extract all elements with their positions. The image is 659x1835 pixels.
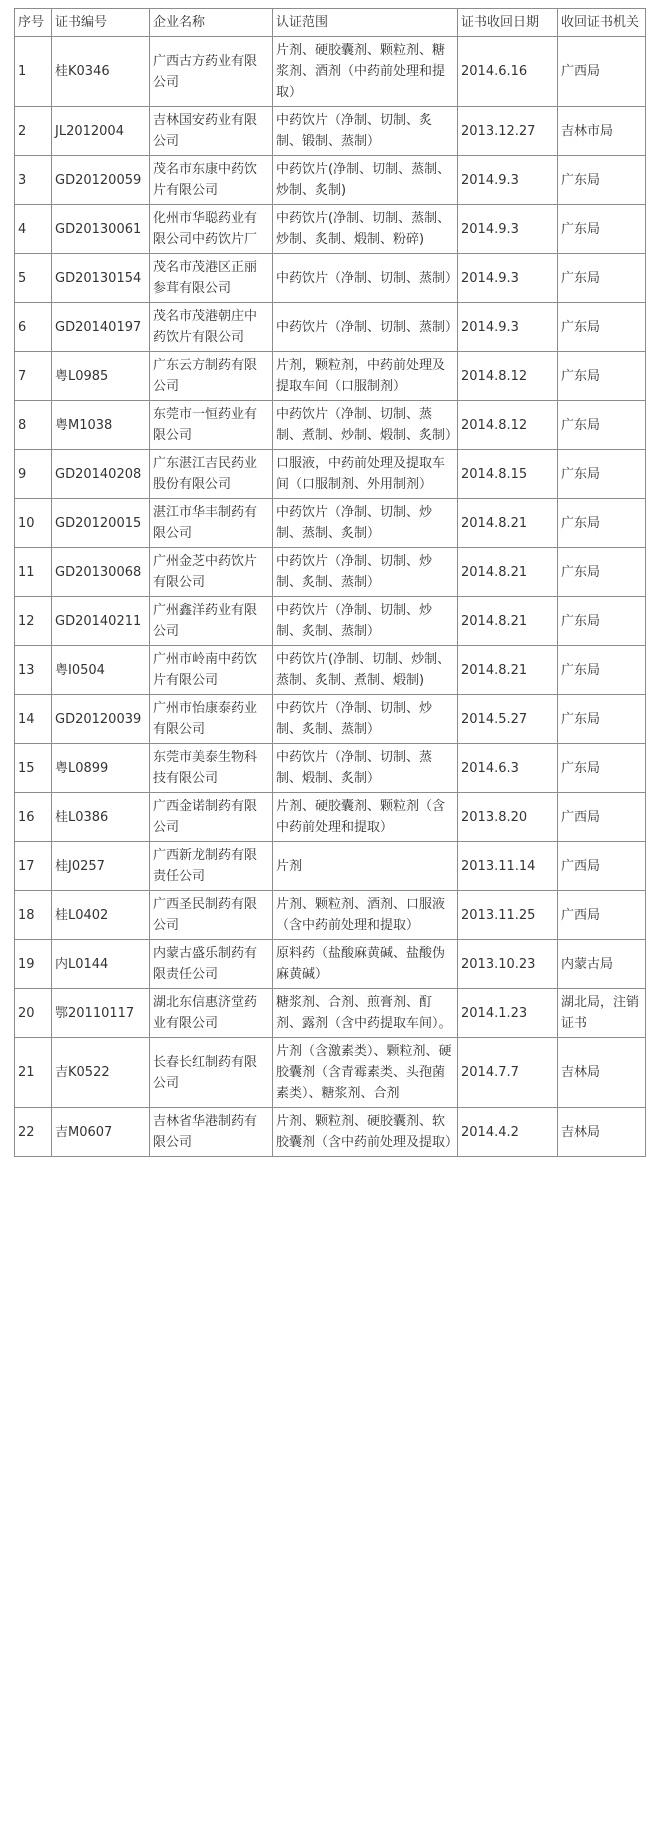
certificate-recall-table (14, 8, 646, 1157)
cell-company: 广州市怡康泰药业有限公司 (150, 695, 273, 744)
cell-authority: 广西局 (558, 842, 646, 891)
table-row (15, 450, 646, 499)
cell-recall-date: 2014.9.3 (458, 156, 558, 205)
table-row (15, 744, 646, 793)
header-authority: 收回证书机关 (558, 9, 646, 37)
cell-recall-date: 2014.8.21 (458, 597, 558, 646)
cell-authority: 广东局 (558, 401, 646, 450)
table-row (15, 37, 646, 107)
cell-authority: 广东局 (558, 254, 646, 303)
header-row (15, 9, 646, 37)
table-row (15, 401, 646, 450)
cell-index: 16 (15, 793, 52, 842)
cell-scope: 中药饮片（净制、切制、炒制、蒸制、炙制） (273, 499, 458, 548)
cell-scope: 中药饮片（净制、切制、炙制、锻制、蒸制） (273, 107, 458, 156)
cell-cert-no: 桂J0257 (52, 842, 150, 891)
table-row (15, 793, 646, 842)
cell-scope: 中药饮片(净制、切制、炒制、蒸制、炙制、煮制、煅制) (273, 646, 458, 695)
cell-company: 广西金诺制药有限公司 (150, 793, 273, 842)
cell-authority: 广西局 (558, 37, 646, 107)
cell-company: 化州市华聪药业有限公司中药饮片厂 (150, 205, 273, 254)
cell-company: 广州市岭南中药饮片有限公司 (150, 646, 273, 695)
cell-authority: 吉林局 (558, 1108, 646, 1157)
cell-index: 20 (15, 989, 52, 1038)
cell-cert-no: JL2012004 (52, 107, 150, 156)
cell-company: 广西新龙制药有限责任公司 (150, 842, 273, 891)
cell-recall-date: 2014.9.3 (458, 205, 558, 254)
cell-company: 东莞市一恒药业有限公司 (150, 401, 273, 450)
cell-recall-date: 2014.8.21 (458, 548, 558, 597)
cell-company: 广州鑫洋药业有限公司 (150, 597, 273, 646)
cell-authority: 广东局 (558, 744, 646, 793)
cell-recall-date: 2014.8.15 (458, 450, 558, 499)
cell-company: 吉林省华港制药有限公司 (150, 1108, 273, 1157)
cell-scope: 原料药（盐酸麻黄碱、盐酸伪麻黄碱） (273, 940, 458, 989)
table-row (15, 499, 646, 548)
cell-scope: 中药饮片（净制、切制、炒制、炙制、蒸制） (273, 695, 458, 744)
cell-index: 3 (15, 156, 52, 205)
table-row (15, 548, 646, 597)
cell-recall-date: 2013.8.20 (458, 793, 558, 842)
cell-cert-no: 桂K0346 (52, 37, 150, 107)
cell-authority: 广东局 (558, 352, 646, 401)
cell-index: 17 (15, 842, 52, 891)
table-row (15, 989, 646, 1038)
cell-recall-date: 2014.6.3 (458, 744, 558, 793)
cell-scope: 中药饮片（净制、切制、蒸制、煮制、炒制、煅制、炙制） (273, 401, 458, 450)
cell-cert-no: 桂L0386 (52, 793, 150, 842)
cell-authority: 广西局 (558, 793, 646, 842)
cell-scope: 片剂，颗粒剂，中药前处理及提取车间（口服制剂） (273, 352, 458, 401)
cell-authority: 广东局 (558, 205, 646, 254)
cell-cert-no: GD20130154 (52, 254, 150, 303)
cell-index: 15 (15, 744, 52, 793)
table-row (15, 156, 646, 205)
cell-index: 8 (15, 401, 52, 450)
cell-scope: 片剂、颗粒剂、酒剂、口服液（含中药前处理和提取） (273, 891, 458, 940)
cell-cert-no: GD20140208 (52, 450, 150, 499)
cell-recall-date: 2013.11.14 (458, 842, 558, 891)
header-cert-no: 证书编号 (52, 9, 150, 37)
table-row (15, 254, 646, 303)
cell-company: 湖北东信惠济堂药业有限公司 (150, 989, 273, 1038)
cell-authority: 广东局 (558, 646, 646, 695)
cell-company: 广西古方药业有限公司 (150, 37, 273, 107)
cell-cert-no: GD20120059 (52, 156, 150, 205)
cell-recall-date: 2014.8.12 (458, 352, 558, 401)
cell-index: 13 (15, 646, 52, 695)
cell-scope: 中药饮片(净制、切制、蒸制、炒制、炙制、煅制、粉碎) (273, 205, 458, 254)
cell-recall-date: 2014.4.2 (458, 1108, 558, 1157)
cell-cert-no: GD20120015 (52, 499, 150, 548)
cell-scope: 片剂、颗粒剂、硬胶囊剂、软胶囊剂（含中药前处理及提取） (273, 1108, 458, 1157)
cell-recall-date: 2014.9.3 (458, 303, 558, 352)
cell-scope: 片剂（含激素类）、颗粒剂、硬胶囊剂（含青霉素类、头孢菌素类）、糖浆剂、合剂 (273, 1038, 458, 1108)
cell-company: 长春长红制药有限公司 (150, 1038, 273, 1108)
header-recall-date: 证书收回日期 (458, 9, 558, 37)
cell-recall-date: 2014.8.21 (458, 646, 558, 695)
cell-company: 吉林国安药业有限公司 (150, 107, 273, 156)
cell-index: 11 (15, 548, 52, 597)
cell-recall-date: 2014.9.3 (458, 254, 558, 303)
table-row (15, 891, 646, 940)
cell-cert-no: 吉M0607 (52, 1108, 150, 1157)
cell-scope: 片剂、硬胶囊剂、颗粒剂（含中药前处理和提取） (273, 793, 458, 842)
cell-index: 12 (15, 597, 52, 646)
cell-recall-date: 2014.8.21 (458, 499, 558, 548)
cell-recall-date: 2014.5.27 (458, 695, 558, 744)
cell-cert-no: 粤L0985 (52, 352, 150, 401)
cell-company: 东莞市美泰生物科技有限公司 (150, 744, 273, 793)
cell-scope: 中药饮片（净制、切制、炒制、炙制、蒸制） (273, 548, 458, 597)
cell-authority: 吉林局 (558, 1038, 646, 1108)
cell-cert-no: GD20120039 (52, 695, 150, 744)
cell-recall-date: 2013.10.23 (458, 940, 558, 989)
cell-index: 10 (15, 499, 52, 548)
cell-index: 6 (15, 303, 52, 352)
cell-authority: 广东局 (558, 156, 646, 205)
cell-recall-date: 2014.1.23 (458, 989, 558, 1038)
cell-recall-date: 2013.12.27 (458, 107, 558, 156)
cell-authority: 广西局 (558, 891, 646, 940)
cell-index: 19 (15, 940, 52, 989)
table-row (15, 107, 646, 156)
cell-index: 14 (15, 695, 52, 744)
cell-recall-date: 2013.11.25 (458, 891, 558, 940)
table-header (15, 9, 646, 37)
cell-authority: 广东局 (558, 499, 646, 548)
cell-cert-no: 吉K0522 (52, 1038, 150, 1108)
cell-index: 9 (15, 450, 52, 499)
table-row (15, 940, 646, 989)
cell-scope: 片剂 (273, 842, 458, 891)
header-index: 序号 (15, 9, 52, 37)
table-row (15, 205, 646, 254)
cell-authority: 广东局 (558, 548, 646, 597)
cell-company: 广州金芝中药饮片有限公司 (150, 548, 273, 597)
table-body (15, 37, 646, 1157)
cell-cert-no: 粤L0899 (52, 744, 150, 793)
cell-scope: 中药饮片（净制、切制、蒸制、煅制、炙制） (273, 744, 458, 793)
cell-authority: 广东局 (558, 303, 646, 352)
table-row (15, 695, 646, 744)
cell-cert-no: 鄂20110117 (52, 989, 150, 1038)
cell-company: 广东湛江吉民药业股份有限公司 (150, 450, 273, 499)
cell-cert-no: GD20130068 (52, 548, 150, 597)
cell-index: 5 (15, 254, 52, 303)
cell-cert-no: 内L0144 (52, 940, 150, 989)
cell-company: 内蒙古盛乐制药有限责任公司 (150, 940, 273, 989)
cell-company: 广东云方制药有限公司 (150, 352, 273, 401)
cell-scope: 糖浆剂、合剂、煎膏剂、酊剂、露剂（含中药提取车间）。 (273, 989, 458, 1038)
cell-cert-no: 桂L0402 (52, 891, 150, 940)
cell-scope: 中药饮片（净制、切制、炒制、炙制、蒸制） (273, 597, 458, 646)
cell-scope: 口服液，中药前处理及提取车间（口服制剂、外用制剂） (273, 450, 458, 499)
table-row (15, 597, 646, 646)
header-company: 企业名称 (150, 9, 273, 37)
cell-index: 4 (15, 205, 52, 254)
table-row (15, 1108, 646, 1157)
cell-recall-date: 2014.8.12 (458, 401, 558, 450)
cell-authority: 广东局 (558, 695, 646, 744)
cell-cert-no: 粤M1038 (52, 401, 150, 450)
cell-index: 18 (15, 891, 52, 940)
cell-scope: 片剂、硬胶囊剂、颗粒剂、糖浆剂、酒剂（中药前处理和提取） (273, 37, 458, 107)
table-row (15, 352, 646, 401)
cell-authority: 广东局 (558, 450, 646, 499)
cell-cert-no: 粤I0504 (52, 646, 150, 695)
table-row (15, 646, 646, 695)
cell-company: 茂名市东康中药饮片有限公司 (150, 156, 273, 205)
table-row (15, 842, 646, 891)
cell-authority: 吉林市局 (558, 107, 646, 156)
cell-cert-no: GD20130061 (52, 205, 150, 254)
cell-index: 1 (15, 37, 52, 107)
cell-authority: 内蒙古局 (558, 940, 646, 989)
cell-company: 湛江市华丰制药有限公司 (150, 499, 273, 548)
cell-scope: 中药饮片（净制、切制、蒸制） (273, 254, 458, 303)
cell-company: 广西圣民制药有限公司 (150, 891, 273, 940)
cell-recall-date: 2014.6.16 (458, 37, 558, 107)
cell-index: 21 (15, 1038, 52, 1108)
cell-authority: 湖北局，注销证书 (558, 989, 646, 1038)
cell-cert-no: GD20140211 (52, 597, 150, 646)
table-row (15, 1038, 646, 1108)
cell-index: 2 (15, 107, 52, 156)
cell-company: 茂名市茂港区正丽参茸有限公司 (150, 254, 273, 303)
cell-company: 茂名市茂港朝庄中药饮片有限公司 (150, 303, 273, 352)
cell-recall-date: 2014.7.7 (458, 1038, 558, 1108)
header-scope: 认证范围 (273, 9, 458, 37)
table-row (15, 303, 646, 352)
cell-authority: 广东局 (558, 597, 646, 646)
cell-scope: 中药饮片（净制、切制、蒸制） (273, 303, 458, 352)
cell-index: 7 (15, 352, 52, 401)
cell-index: 22 (15, 1108, 52, 1157)
cell-cert-no: GD20140197 (52, 303, 150, 352)
cell-scope: 中药饮片(净制、切制、蒸制、炒制、炙制) (273, 156, 458, 205)
